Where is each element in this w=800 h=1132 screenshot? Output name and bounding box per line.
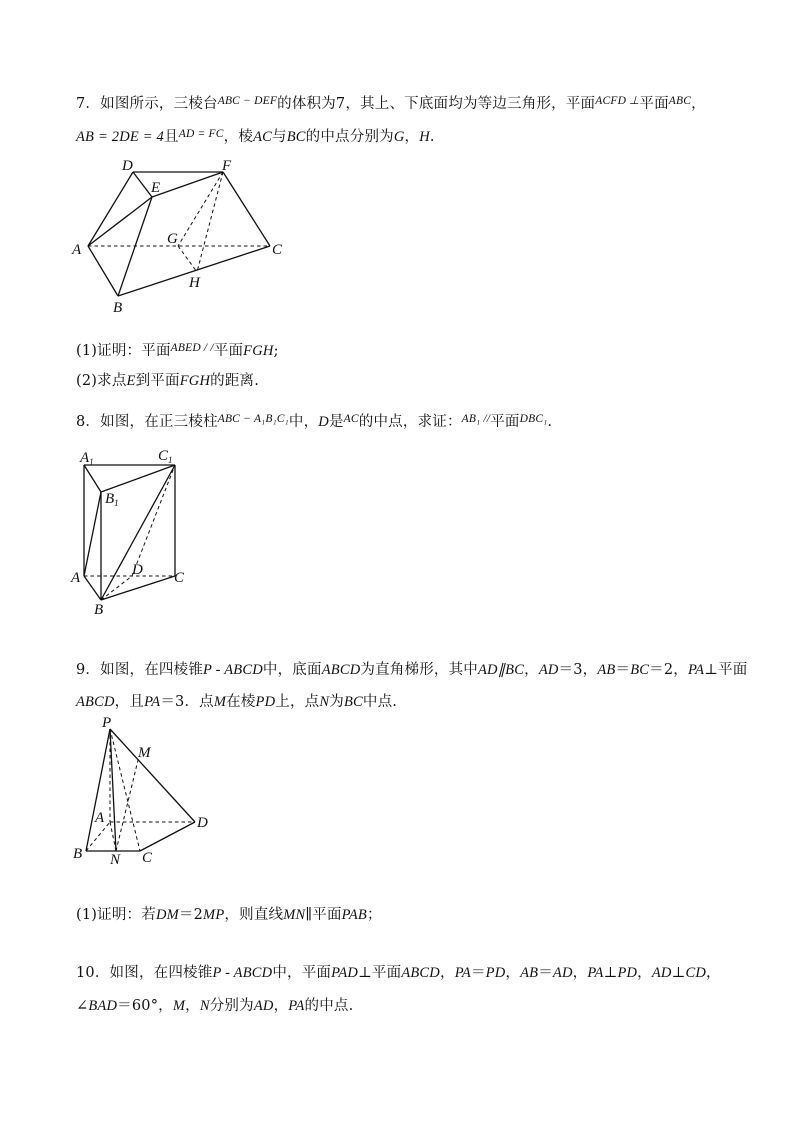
p7-line2: AB = 2DE = 4且$^{AD = FC}$，棱AC与BC的中点分别为G，H. — [76, 128, 435, 145]
p9-line1: 9．如图，在四棱锥P - ABCD中，底面ABCD为直角梯形，其中AD∥BC，AD＝3，AB＝BC＝2，PA⊥平面 — [76, 662, 748, 678]
label-N: N — [110, 852, 121, 868]
p9-q1: (1)证明：若DM＝2MP，则直线MN∥平面PAB； — [76, 907, 382, 923]
p7-figure — [60, 150, 310, 320]
label-P: P — [102, 715, 112, 731]
label-A: A — [72, 242, 82, 258]
p10-line2: ∠BAD＝60°，M，N分别为AD，PA的中点. — [76, 998, 354, 1014]
label-A1: $A_1$ — [80, 450, 94, 467]
label-D: D — [197, 815, 208, 831]
p8-figure — [60, 445, 200, 620]
label-B: B — [73, 846, 83, 862]
label-E: E — [151, 180, 161, 196]
p8-line1: 8．如图，在正三棱柱$^{ABC - A_1B_1C_1}$中，D是$^{AC}$的中点，求证：$^{AB_1 //}$平面$^{DBC_1}$. — [76, 413, 553, 430]
label-B: B — [94, 602, 104, 618]
label-B1: $B_1$ — [105, 491, 119, 508]
label-C: C — [142, 850, 153, 866]
label-D: D — [132, 562, 143, 578]
label-B: B — [113, 300, 123, 316]
p9-figure — [65, 716, 225, 871]
p7-q1: (1)证明：平面$^{ABED / /}$平面FGH; — [76, 342, 279, 359]
label-C1: $C_1$ — [158, 448, 173, 465]
label-H: H — [189, 275, 200, 291]
label-C: C — [174, 570, 185, 586]
label-A: A — [95, 810, 105, 826]
label-C: C — [272, 242, 283, 258]
p10-line1: 10．如图，在四棱锥P - ABCD中，平面PAD⊥平面ABCD，PA＝PD，AB＝AD，PA⊥PD，AD⊥CD， — [76, 965, 721, 981]
p7-q2: (2)求点E到平面FGH的距离. — [76, 373, 260, 389]
label-G: G — [167, 231, 178, 247]
p7-line1: 7．如图所示，三棱台$^{ABC - DEF}$的体积为7，其上、下底面均为等边三角形，平面$^{ACFD \perp}$平面$^{ABC}$， — [76, 95, 706, 112]
label-M: M — [138, 745, 151, 761]
label-F: F — [222, 158, 232, 174]
label-D: D — [122, 158, 133, 174]
label-A: A — [71, 570, 81, 586]
p9-line2: ABCD，且PA＝3．点M在棱PD上，点N为BC中点. — [76, 694, 398, 710]
